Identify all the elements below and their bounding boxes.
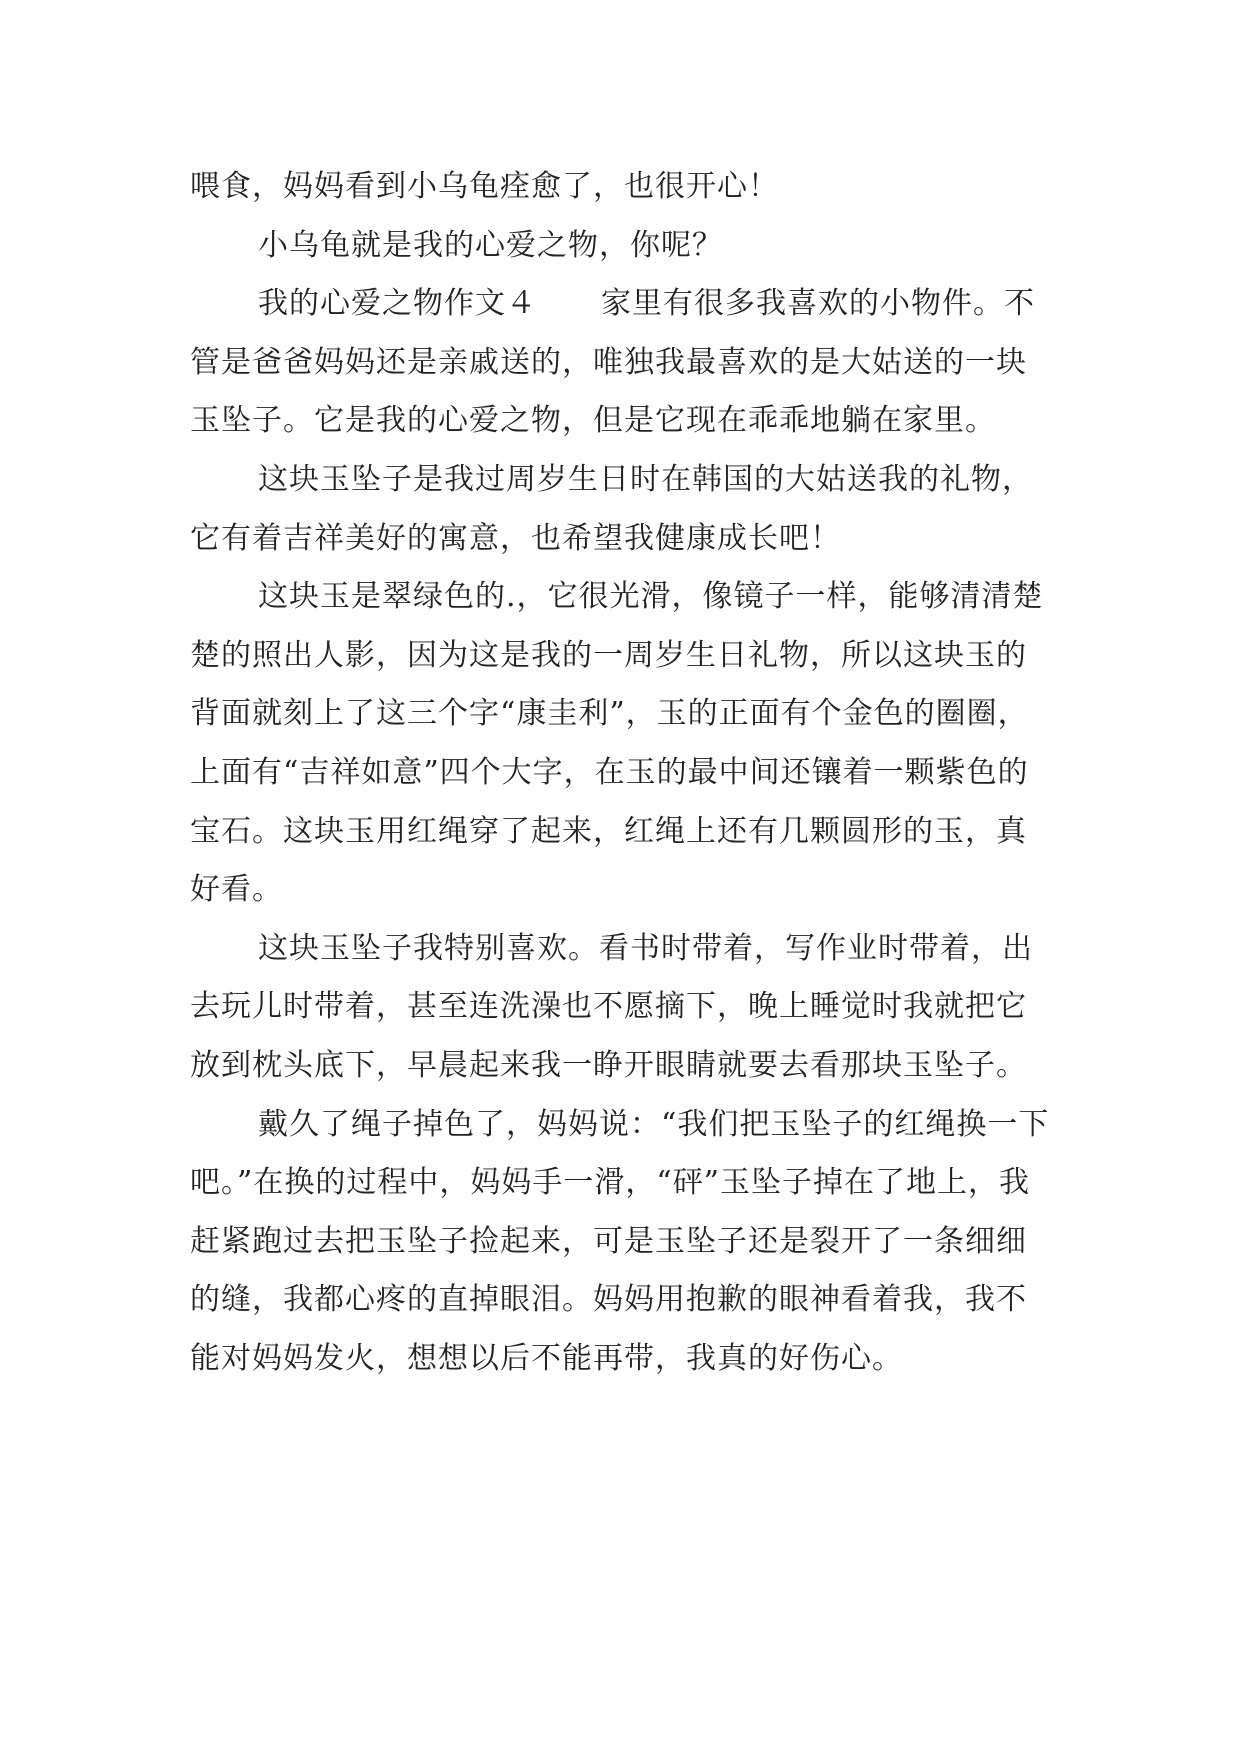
paragraph: 这块玉坠子我特别喜欢。看书时带着，写作业时带着，出去玩儿时带着，甚至连洗澡也不愿摘下，晚上睡觉时我就把它放到枕头底下，早晨起来我一睁开眼睛就要去看那块玉坠子。 <box>190 930 1033 1083</box>
paragraph-text: 家里有很多我喜欢的小物件。不管是爸爸妈妈还是亲戚送的，唯独我最喜欢的是大姑送的一块玉坠子。它是我的心爱之物，但是它现在乖乖地躺在家里。 <box>190 286 1035 439</box>
paragraph: 这块玉坠子是我过周岁生日时在韩国的大姑送我的礼物，它有着吉祥美好的寓意，也希望我健康成长吧！ <box>190 461 1033 556</box>
document-body <box>190 158 1055 1388</box>
section-heading: 我的心爱之物作文４ <box>258 286 537 322</box>
paragraph: 喂食，妈妈看到小乌龟痊愈了，也很开心！ <box>190 169 779 204</box>
paragraph: 戴久了绳子掉色了，妈妈说：“我们把玉坠子的红绳换一下吧。”在换的过程中，妈妈手一滑，“砰”玉坠子掉在了地上，我赶紧跑过去把玉坠子捡起来，可是玉坠子还是裂开了一条细细的缝，我都心疼的直掉眼泪。妈妈用抱歉的眼神看着我，我不能对妈妈发火，想想以后不能再带，我真的好伤心。 <box>190 1106 1050 1376</box>
paragraph: 小乌龟就是我的心爱之物，你呢？ <box>258 227 723 263</box>
paragraph-with-heading <box>190 275 1055 451</box>
paragraph: 这块玉是翠绿色的.，它很光滑，像镜子一样，能够清清楚楚的照出人影，因为这是我的一周岁生日礼物，所以这块玉的背面就刻上了这三个字“康圭利”，玉的正面有个金色的圈圈，上面有“吉祥如意”四个大字，在玉的最中间还镶着一颗紫色的宝石。这块玉用红绳穿了起来，红绳上还有几颗圆形的玉，真好看。 <box>190 579 1044 908</box>
